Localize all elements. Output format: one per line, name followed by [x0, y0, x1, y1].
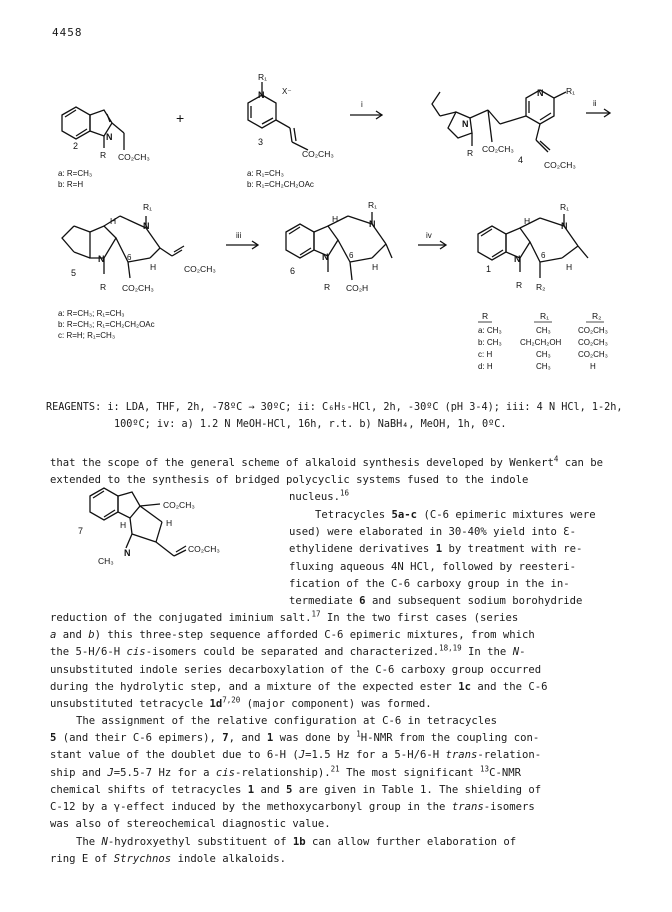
n-atom-2: N	[106, 132, 113, 142]
compound-2-structure	[62, 107, 124, 150]
svg-text:R: R	[324, 282, 331, 292]
svg-text:CH₂CH₂OH: CH₂CH₂OH	[520, 338, 562, 347]
svg-text:N: N	[258, 90, 265, 100]
svg-text:N: N	[514, 254, 521, 264]
svg-text:R: R	[482, 311, 489, 321]
svg-text:CO₂CH₃: CO₂CH₃	[482, 144, 514, 154]
svg-text:CO₂CH₃: CO₂CH₃	[118, 152, 150, 162]
svg-text:X⁻: X⁻	[282, 87, 292, 96]
svg-text:CH₃: CH₃	[98, 556, 114, 566]
svg-text:a: R₁=CH₃: a: R₁=CH₃	[247, 169, 284, 178]
svg-text:H: H	[372, 262, 379, 272]
reagents-caption: REAGENTS: i: LDA, THF, 2h, -78ºC → 30ºC; ii: C₆H₅-HCl, 2h, -30ºC (pH 3-4); iii: 4 N HCl, 1-2h, 100ºC; iv: a) 1.2 N MeOH-HCl, 16h, r.t. b) NaBH₄, MeOH, 1h, 0ºC.	[46, 402, 623, 430]
svg-text:b: R₁=CH₂CH₂OAc: b: R₁=CH₂CH₂OAc	[247, 180, 314, 189]
svg-text:b: CH₃: b: CH₃	[478, 338, 502, 347]
svg-text:CO₂CH₃: CO₂CH₃	[578, 350, 608, 359]
page-number: 4458	[52, 26, 83, 39]
svg-text:i: i	[361, 100, 363, 109]
svg-text:d: H: d: H	[478, 362, 493, 371]
svg-text:R₁: R₁	[566, 86, 576, 96]
svg-text:N: N	[143, 221, 150, 231]
svg-text:b: R=H: b: R=H	[58, 180, 84, 189]
svg-text:a: R=CH₃: a: R=CH₃	[58, 169, 93, 178]
substituent-table	[478, 311, 608, 371]
svg-text:R: R	[100, 282, 107, 292]
svg-text:CO₂CH₃: CO₂CH₃	[302, 149, 334, 159]
svg-text:CO₂CH₃: CO₂CH₃	[184, 264, 216, 274]
svg-text:CO₂CH₃: CO₂CH₃	[544, 160, 576, 170]
svg-text:CO₂CH₃: CO₂CH₃	[163, 500, 195, 510]
svg-text:N: N	[462, 119, 469, 129]
paragraph-4: The N-hydroxyethyl substituent of 1b can allow further elaboration of ring E of Strychnos indole alkaloids.	[50, 836, 517, 866]
svg-text:H: H	[524, 216, 531, 226]
svg-text:N: N	[369, 219, 376, 229]
svg-text:H: H	[166, 518, 173, 528]
svg-text:5: 5	[71, 268, 77, 278]
svg-text:R₂: R₂	[536, 282, 546, 292]
svg-text:R₁: R₁	[540, 311, 550, 321]
svg-text:7: 7	[78, 526, 84, 536]
svg-text:R₁: R₁	[560, 202, 570, 212]
svg-text:R₁: R₁	[368, 200, 378, 210]
svg-text:R₁: R₁	[258, 72, 268, 82]
svg-text:CO₂CH₃: CO₂CH₃	[188, 544, 220, 554]
svg-text:a: R=CH₃; R₁=CH₃: a: R=CH₃; R₁=CH₃	[58, 309, 125, 318]
svg-text:N: N	[561, 221, 568, 231]
compound-7-structure	[68, 486, 268, 586]
paragraph-3: The assignment of the relative configuration at C-6 in tetracycles 5 (and their C-6 epimers), 7, and 1 was done by $^1$H-NMR from the coupling con- stant value of the doublet due to 6-H (J=1.5 Hz for a 5-H/6-H trans-relation- ship and J=5.5-7 Hz for a cis-relationship).$^{21}$ The most significant $^{13}$C-NMR chemical shifts of tetracycles 1 and 5 are given in Table 1. The shielding of C-12 by a γ-effect induced by the methoxycarbonyl group in the trans-isomers was also of stereochemical diagnostic value.	[50, 715, 542, 831]
svg-text:a: CH₃: a: CH₃	[478, 326, 502, 335]
svg-text:iii: iii	[236, 231, 242, 240]
svg-text:1: 1	[486, 264, 492, 274]
svg-text:H: H	[120, 520, 127, 530]
svg-text:CO₂CH₃: CO₂CH₃	[122, 283, 154, 293]
svg-text:R: R	[516, 280, 523, 290]
svg-text:6: 6	[127, 253, 132, 262]
svg-text:CH₃: CH₃	[536, 362, 551, 371]
svg-text:ii: ii	[593, 99, 597, 108]
svg-text:6: 6	[349, 251, 354, 260]
svg-text:H: H	[110, 216, 117, 226]
svg-text:R₁: R₁	[143, 202, 153, 212]
paragraph-1: that the scope of the general scheme of alkaloid synthesis developed by Wenkert$^4$ can be extended to the synthesis of bridged polycyclic systems fused to the indole	[50, 454, 604, 487]
svg-text:H: H	[332, 214, 339, 224]
svg-text:6: 6	[541, 251, 546, 260]
svg-text:H: H	[590, 362, 596, 371]
svg-text:3: 3	[258, 137, 264, 147]
svg-text:iv: iv	[426, 231, 432, 240]
plus-sign: +	[176, 110, 185, 126]
svg-text:CO₂H: CO₂H	[346, 283, 369, 293]
reaction-scheme	[0, 0, 672, 400]
svg-text:H: H	[566, 262, 573, 272]
svg-text:N: N	[537, 88, 544, 98]
svg-text:6: 6	[290, 266, 296, 276]
svg-text:N: N	[98, 254, 105, 264]
svg-text:CO₂CH₃: CO₂CH₃	[578, 326, 608, 335]
svg-text:N: N	[124, 548, 131, 558]
compound-4-structure	[432, 90, 566, 152]
paragraph-2-wrap: Tetracycles 5a-c (C-6 epimeric mixtures were used) were elaborated in 30-40% yield into Ɛ- ethylidene derivatives 1 by treatment with re- fluxing aqueous 4N HCl, followed by reesteri- fication of the C-6 carboxy group in the in- termediate 6 and subsequent sodium borohydride	[289, 509, 596, 608]
svg-text:CH₃: CH₃	[536, 326, 551, 335]
paragraph-2-continued: reduction of the conjugated iminium salt.$^{17}$ In the two first cases (series a and b) this three-step sequence afforded C-6 epimeric mixtures, from which the 5-H/6-H cis-isomers could be separated and characterized.$^{18,19}$ In the N- unsubstituted indole series decarboxylation of the C-6 carboxy group occurred during the hydrolytic step, and a mixture of the expected ester 1c and the C-6 unsubstituted tetracycle $1d^{7,20}$ (major component) was formed.	[50, 609, 548, 711]
svg-text:CO₂CH₃: CO₂CH₃	[578, 338, 608, 347]
paragraph-1-end: nucleus.$^{16}$	[289, 488, 350, 503]
svg-text:R₂: R₂	[592, 311, 602, 321]
label-2: 2	[73, 141, 79, 151]
svg-text:b: R=CH₃; R₁=CH₂CH₂OAc: b: R=CH₃; R₁=CH₂CH₂OAc	[58, 320, 155, 329]
svg-text:c: R=H; R₁=CH₃: c: R=H; R₁=CH₃	[58, 331, 116, 340]
svg-text:R: R	[100, 150, 107, 160]
svg-text:4: 4	[518, 155, 524, 165]
svg-text:R: R	[467, 148, 474, 158]
svg-text:c: H: c: H	[478, 350, 493, 359]
compound-3-structure	[248, 82, 308, 150]
svg-text:CH₃: CH₃	[536, 350, 551, 359]
svg-text:N: N	[322, 252, 329, 262]
compound-5-structure	[62, 216, 184, 278]
svg-text:H: H	[150, 262, 157, 272]
